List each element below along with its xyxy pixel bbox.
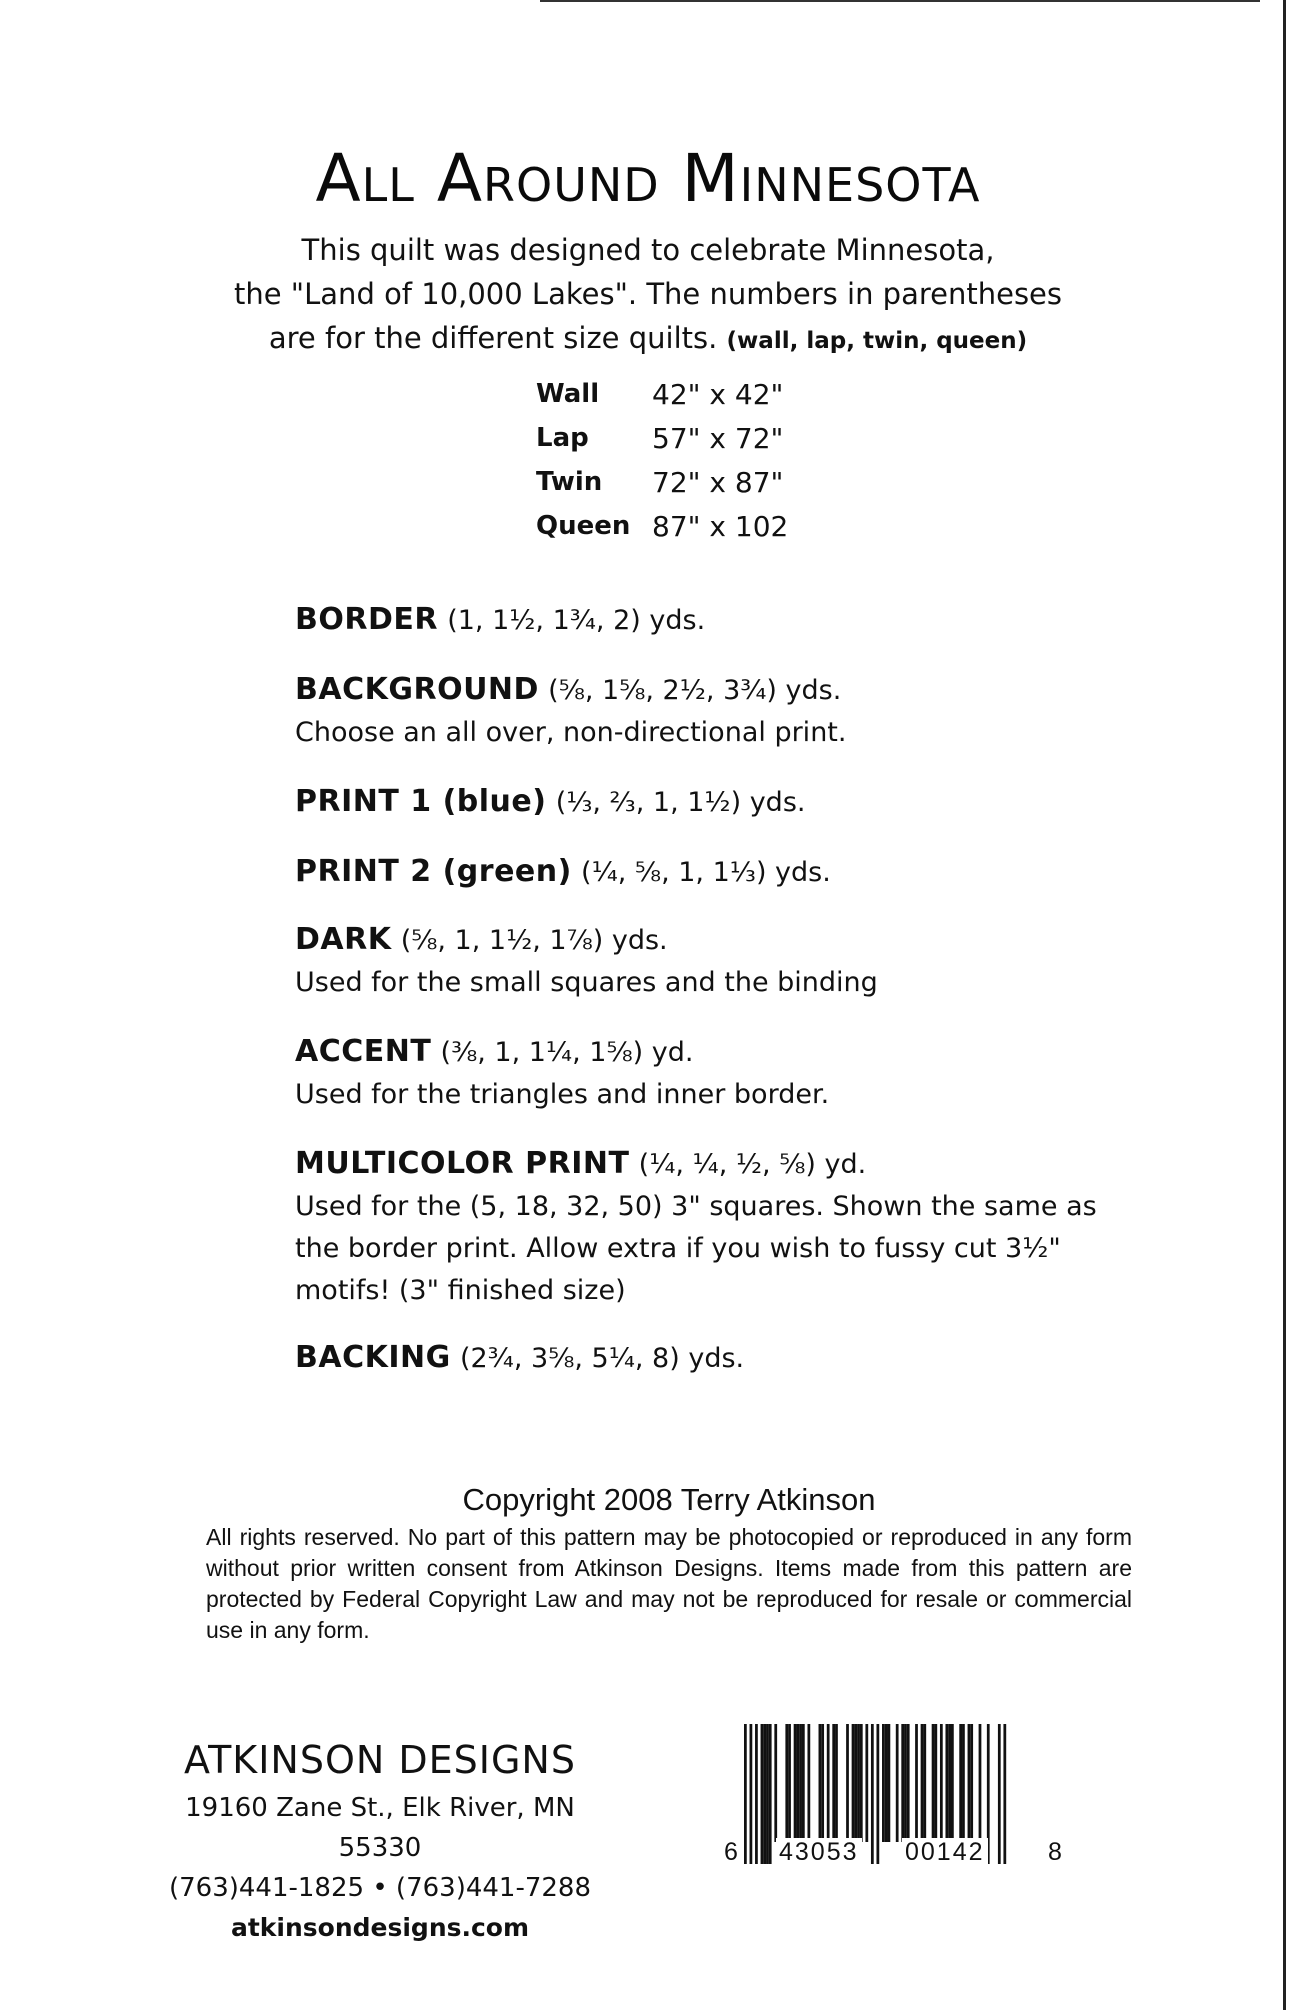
barcode-bar xyxy=(904,1724,907,1842)
barcode-bar xyxy=(934,1724,937,1842)
barcode-bar xyxy=(907,1724,910,1842)
barcode-bar xyxy=(896,1724,899,1842)
barcode-bar xyxy=(846,1724,849,1842)
barcode-bar xyxy=(932,1724,935,1842)
barcode-bar xyxy=(763,1724,766,1864)
size-name: Lap xyxy=(536,423,589,453)
size-dims: 87" x 102 xyxy=(652,509,789,543)
barcode-bar xyxy=(921,1724,924,1842)
size-row xyxy=(536,504,788,548)
size-name: Twin xyxy=(536,467,603,497)
barcode-bar xyxy=(769,1724,772,1864)
copyright-body: All rights reserved. No part of this pattern may be photocopied or reproduced in any form without prior written consent from Atkinson Designs. Items made from this pattern are protected by Federal Copyright Law and may not be reproduced for resale or commercial use in any form. xyxy=(206,1524,1132,1643)
barcode-left-group: 43053 xyxy=(776,1838,862,1867)
intro-line-3 xyxy=(0,316,1296,363)
size-dims: 72" x 87" xyxy=(652,465,784,499)
barcode-bar xyxy=(799,1724,802,1842)
fabric-amount: (2¾, 3⅝, 5¼, 8) yds. xyxy=(459,1343,745,1374)
size-dims: 57" x 72" xyxy=(652,421,784,455)
company-address: 19160 Zane St., Elk River, MN 55330 xyxy=(185,1793,575,1863)
intro-line-2: the "Land of 10,000 Lakes". The numbers in parentheses xyxy=(233,277,1062,311)
barcode-bar xyxy=(940,1724,943,1842)
fabric-note: Used for the small squares and the binding xyxy=(295,967,878,998)
fabric-multicolor-print xyxy=(295,1142,1155,1312)
fabric-print-2 xyxy=(295,850,1155,894)
barcode-lead-digit: 6 xyxy=(724,1838,738,1866)
company-website: atkinsondesigns.com xyxy=(230,1913,530,1942)
barcode-bar xyxy=(755,1724,758,1864)
fabric-label: PRINT 1 (blue) xyxy=(295,784,547,819)
fabric-note: Used for the triangles and inner border. xyxy=(295,1079,830,1110)
company-phones: (763)441-1825 • (763)441-7288 xyxy=(168,1873,592,1903)
barcode-bar xyxy=(774,1724,777,1842)
fabric-amount: (⅝, 1, 1½, 1⅞) yds. xyxy=(400,925,668,956)
barcode-bar xyxy=(923,1724,926,1842)
fabric-note: motifs! (3" finished size) xyxy=(295,1275,626,1306)
barcode-bar xyxy=(835,1724,838,1842)
barcode-bar xyxy=(852,1724,855,1842)
size-row xyxy=(536,372,788,416)
company-block xyxy=(140,1738,620,1948)
fabric-print-1 xyxy=(295,780,1155,824)
barcode-bar xyxy=(854,1724,857,1842)
intro-paragraph xyxy=(0,228,1296,363)
fabric-dark xyxy=(295,918,1155,1004)
copyright-title: Copyright 2008 Terry Atkinson xyxy=(462,1482,876,1517)
barcode-bar xyxy=(948,1724,951,1842)
fabric-amount: (¼, ⅝, 1, 1⅓) yds. xyxy=(581,857,831,888)
intro-size-order: (wall, lap, twin, queen) xyxy=(726,328,1028,354)
barcode-bar xyxy=(959,1724,962,1842)
barcode-bar xyxy=(882,1724,885,1842)
company-name: ATKINSON DESIGNS xyxy=(184,1738,576,1782)
barcode-bar xyxy=(968,1724,971,1842)
barcode-bar xyxy=(970,1724,973,1842)
fabric-amount: (¼, ¼, ½, ⅝) yd. xyxy=(638,1149,867,1180)
fabric-note: the border print. Allow extra if you wish to fussy cut 3½" xyxy=(295,1233,1061,1264)
size-table xyxy=(536,372,788,548)
intro-line-3-text: are for the different size quilts. xyxy=(268,321,718,355)
fabric-label: BACKGROUND xyxy=(295,672,539,707)
barcode-bar xyxy=(802,1724,805,1842)
barcode-bar xyxy=(915,1724,918,1842)
fabric-border xyxy=(295,598,1155,642)
size-name: Queen xyxy=(536,511,631,541)
fabric-accent xyxy=(295,1030,1155,1116)
barcode-bar xyxy=(807,1724,810,1842)
fabric-amount: (1, 1½, 1¾, 2) yds. xyxy=(447,605,706,636)
barcode-bar xyxy=(819,1724,822,1842)
page-title: All Around Minnesota xyxy=(315,140,981,217)
barcode-bar xyxy=(750,1724,753,1864)
fabric-background xyxy=(295,668,1155,754)
barcode-bar xyxy=(766,1724,769,1864)
barcode-bar xyxy=(901,1724,904,1842)
fabric-note: Used for the (5, 18, 32, 50) 3" squares. Shown the same as xyxy=(295,1191,1097,1222)
barcode-bar xyxy=(945,1724,948,1842)
barcode-bar xyxy=(871,1724,874,1864)
barcode-bar xyxy=(998,1724,1001,1864)
fabric-label: BORDER xyxy=(295,602,438,637)
barcode-bar xyxy=(876,1724,879,1864)
copyright-block xyxy=(206,1482,1132,1646)
scan-edge-top xyxy=(540,0,1260,2)
barcode-bar xyxy=(744,1724,747,1864)
barcode-bars xyxy=(724,1724,1064,1884)
upc-barcode xyxy=(724,1724,1064,1884)
barcode-bar xyxy=(832,1724,835,1842)
fabric-label: PRINT 2 (green) xyxy=(295,854,572,889)
size-name: Wall xyxy=(536,379,600,409)
barcode-bar xyxy=(788,1724,791,1842)
barcode-check-digit: 8 xyxy=(1048,1838,1062,1866)
barcode-bar xyxy=(951,1724,954,1842)
barcode-bar xyxy=(794,1724,797,1842)
fabric-backing xyxy=(295,1336,1155,1380)
fabric-amount: (⅜, 1, 1¼, 1⅝) yd. xyxy=(440,1037,694,1068)
fabric-amount: (⅝, 1⅝, 2½, 3¾) yds. xyxy=(548,675,842,706)
barcode-bar xyxy=(761,1724,764,1864)
barcode-bar xyxy=(865,1724,868,1842)
fabric-label: MULTICOLOR PRINT xyxy=(295,1146,630,1181)
barcode-bar xyxy=(860,1724,863,1842)
barcode-bar xyxy=(962,1724,965,1842)
barcode-bar xyxy=(888,1724,891,1842)
intro-line-1: This quilt was designed to celebrate Minnesota, xyxy=(301,233,995,267)
fabric-label: ACCENT xyxy=(295,1034,432,1069)
barcode-bar xyxy=(885,1724,888,1842)
barcode-right-group: 00142 xyxy=(902,1838,988,1867)
size-dims: 42" x 42" xyxy=(652,377,784,411)
barcode-bar xyxy=(1003,1724,1006,1864)
fabric-label: BACKING xyxy=(295,1340,451,1375)
fabric-note: Choose an all over, non-directional print. xyxy=(295,717,847,748)
barcode-bar xyxy=(796,1724,799,1842)
barcode-bar xyxy=(821,1724,824,1842)
size-row xyxy=(536,416,788,460)
size-row xyxy=(536,460,788,504)
fabric-amount: (⅓, ⅔, 1, 1½) yds. xyxy=(555,787,806,818)
fabric-label: DARK xyxy=(295,922,392,957)
barcode-bar xyxy=(827,1724,830,1842)
barcode-bar xyxy=(785,1724,788,1842)
barcode-bar xyxy=(857,1724,860,1842)
